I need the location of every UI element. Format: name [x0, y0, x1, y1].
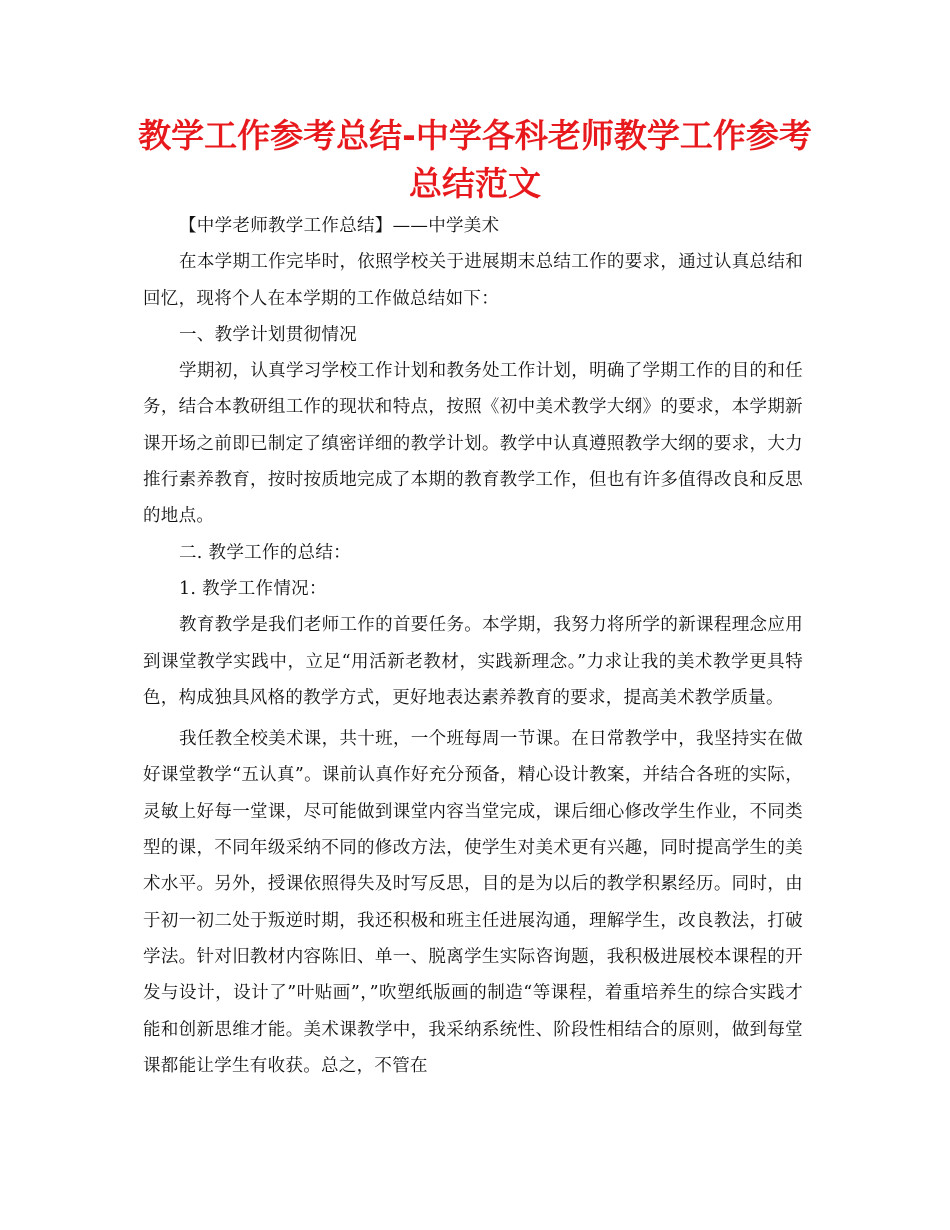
teaching-paragraph: 教育教学是我们老师工作的首要任务。本学期，我努力将所学的新课程理念应用到课堂教学实践中，立足“用活新老教材，实践新理念。”力求让我的美术教学更具特色，构成独具风格的教学方式，更好地表达素养教育的要求，提高美术教学质量。: [143, 615, 803, 708]
section-subtitle: 【中学老师教学工作总结】——中学美术: [179, 216, 500, 236]
classroom-paragraph: 我任教全校美术课，共十班，一个班每周一节课。在日常教学中，我坚持实在做好课堂教学“五认真”。课前认真作好充分预备，精心设计教案，并结合各班的实际，灵敏上好每一堂课，尽可能做到课堂内容当堂完成，课后细心修改学生作业，不同类型的课，不同年级采纳不同的修改方法，使学生对美术更有兴趣，同时提高学生的美术水平。另外，授课依照得失及时写反思，目的是为以后的教学积累经历。同时，由于初一初二处于叛逆时期，我还积极和班主任进展沟通，理解学生，改良教法，打破学法。针对旧教材内容陈旧、单一、脱离学生实际咨询题，我积极进展校本课程的开发与设计，设计了”叶贴画”，”吹塑纸版画的制造“等课程，着重培养生的综合实践才能和创新思维才能。美术课教学中，我采纳系统性、阶段性相结合的原则，做到每堂课都能让学生有收获。总之，不管在: [143, 729, 803, 1076]
section-heading-1: 一、教学计划贯彻情况: [179, 324, 357, 345]
subsection-heading-1: 1. 教学工作情况：: [179, 578, 327, 599]
section-heading-2: 二. 教学工作的总结：: [179, 542, 351, 563]
document-title: 教学工作参考总结-中学各科老师教学工作参考总结范文: [138, 116, 812, 203]
intro-paragraph: 在本学期工作完毕时，依照学校关于进展期末总结工作的要求，通过认真总结和回忆，现将个人在本学期的工作做总结如下：: [143, 252, 803, 309]
document-body: [143, 208, 803, 1084]
plan-paragraph: 学期初，认真学习学校工作计划和教务处工作计划，明确了学期工作的目的和任务，结合本教研组工作的现状和特点，按照《初中美术教学大纲》的要求，本学期新课开场之前即已制定了缜密详细的教学计划。教学中认真遵照教学大纲的要求，大力推行素养教育，按时按质地完成了本期的教育教学工作，但也有许多值得改良和反思的地点。: [143, 361, 803, 527]
